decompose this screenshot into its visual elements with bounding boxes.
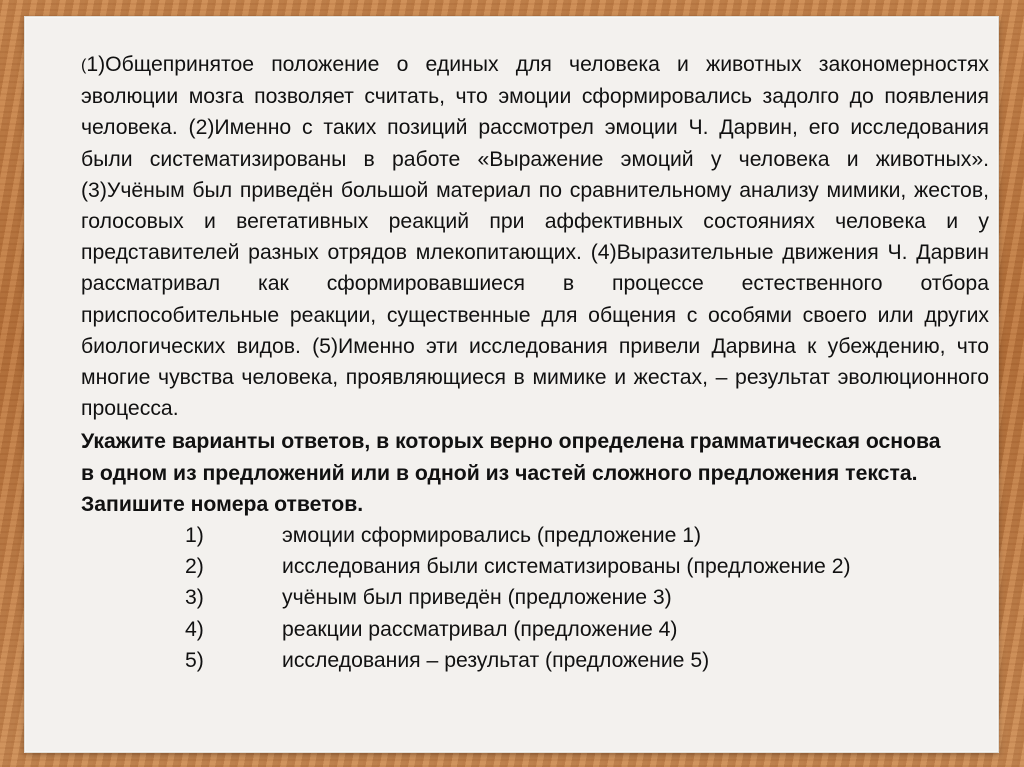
answer-option-2 — [81, 551, 989, 582]
answer-number: 3) — [185, 586, 204, 610]
task-line-2: в одном из предложений или в одной из частей сложного предложения текста. — [81, 461, 918, 485]
answer-number: 5) — [185, 648, 204, 672]
answer-option-4 — [81, 614, 989, 645]
answer-text: исследования были систематизированы (предложение 2) — [282, 555, 851, 579]
task-line-3: Запишите номера ответов. — [81, 492, 364, 516]
passage-body: 1)Общепринятое положение о единых для человека и животных закономерностях эволюции мозга позволяет считать, что эмоции сформировались задолго до появления человека. (2)Именно с таких позиций рассмотрел эмоции Ч. Дарвин, его исследования были систематизированы в работе «Выражение эмоций у человека и животных». (3)Учёным был приведён большой материал по сравнительному анализу мимики, жестов, голосовых и вегетативных реакций при аффективных состояниях человека и у представителей разных отрядов млекопитающих. (4)Выразительные движения Ч. Дарвин рассматривал как сформировавшиеся в процессе естественного отбора приспособительные реакции, существенные для общения с особями своего или других биологических видов. (5)Именно эти исследования привели Дарвина к убеждению, что многие чувства человека, проявляющиеся в мимике и жестах, – результат эволюционного процесса. — [81, 53, 989, 421]
answer-option-5 — [81, 645, 989, 676]
answer-text: эмоции сформировались (предложение 1) — [282, 524, 702, 548]
answer-number: 4) — [185, 617, 204, 641]
passage-lead-bracket: ( — [81, 57, 87, 74]
slide-sheet — [24, 16, 999, 753]
passage-text — [81, 49, 989, 424]
answer-number: 2) — [185, 555, 204, 579]
answer-text: учёным был приведён (предложение 3) — [282, 586, 672, 610]
task-line-1: Укажите варианты ответов, в которых верно определена грамматическая основа — [81, 430, 941, 454]
answer-text: исследования – результат (предложение 5) — [282, 648, 710, 672]
answer-option-1 — [81, 520, 989, 551]
answer-text: реакции рассматривал (предложение 4) — [282, 617, 678, 641]
slide-content — [81, 49, 989, 676]
answer-option-3 — [81, 582, 989, 613]
answer-options — [81, 520, 989, 676]
task-instructions — [81, 426, 989, 520]
answer-number: 1) — [185, 524, 204, 548]
